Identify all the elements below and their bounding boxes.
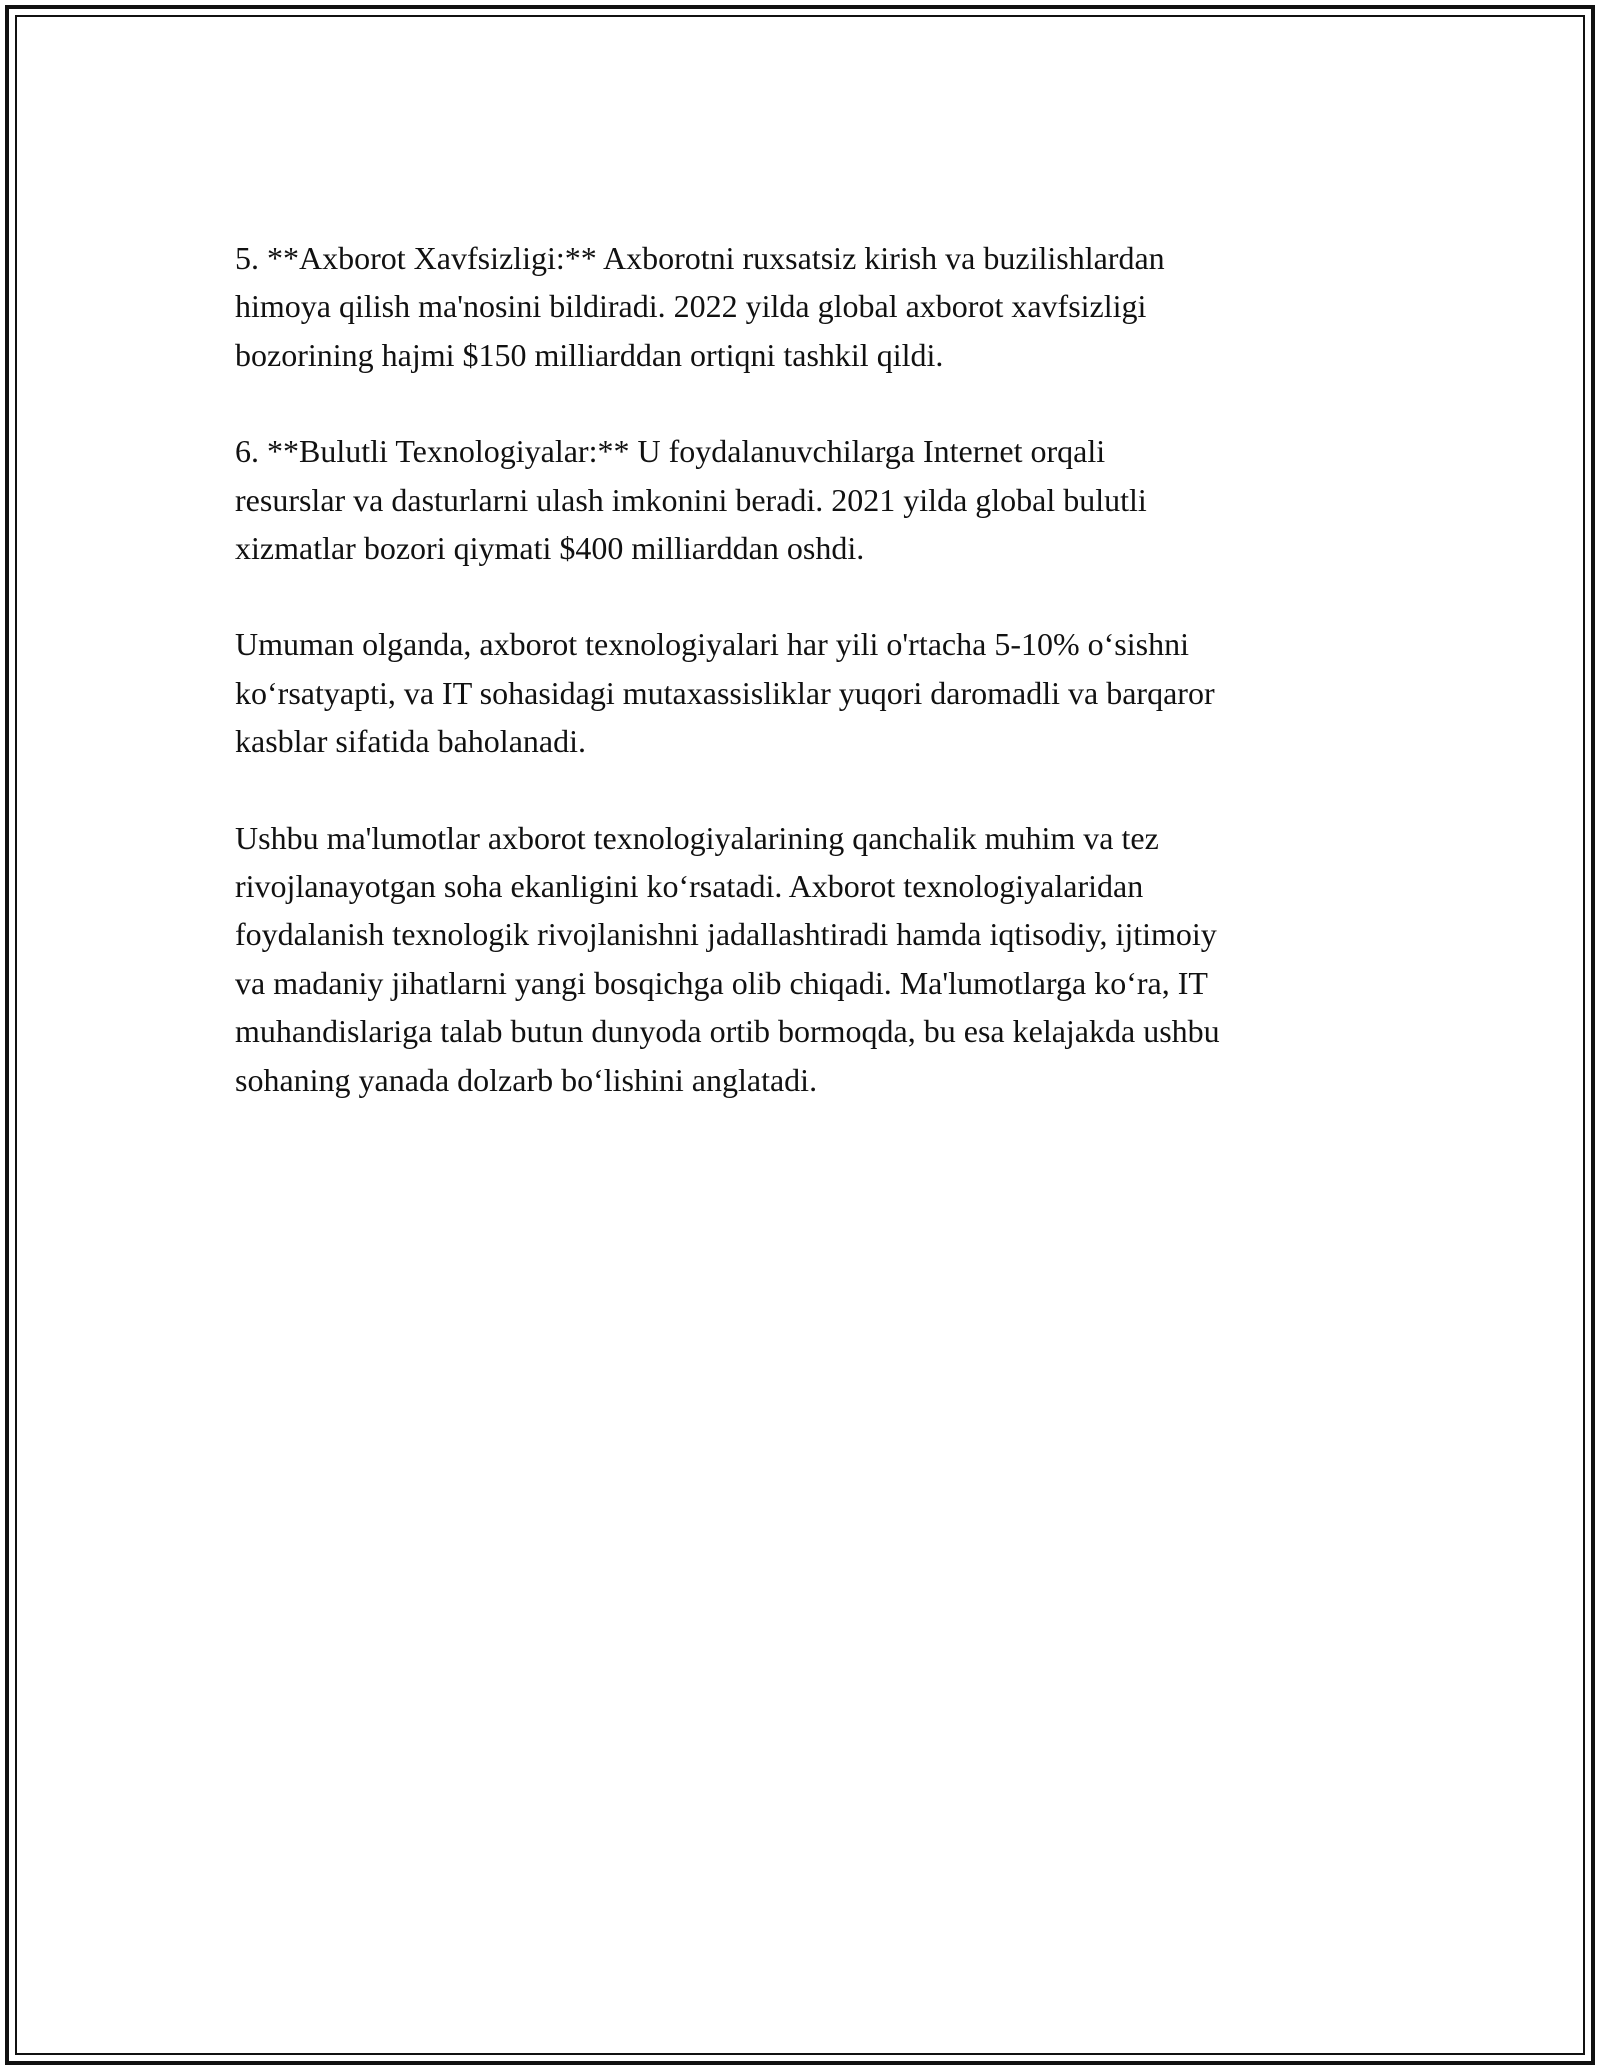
text-line: muhandislariga talab butun dunyoda ortib bormoqda, bu esa kelajakda ushbu bbox=[235, 1013, 1220, 1050]
text-line: bozorining hajmi $150 milliarddan ortiqni tashkil qildi. bbox=[235, 336, 944, 373]
text-line: kasblar sifatida baholanadi. bbox=[235, 723, 586, 760]
text-line: 5. **Axborot Xavfsizligi:** Axborotni ruxsatsiz kirish va buzilishlardan bbox=[235, 240, 1165, 276]
text-line: Ushbu ma'lumotlar axborot texnologiyalarining qanchalik muhim va tez bbox=[235, 819, 1159, 856]
text-line: sohaning yanada dolzarb bo‘lishini anglatadi. bbox=[235, 1061, 818, 1098]
paragraph-summary bbox=[235, 620, 1395, 765]
text-line: 6. **Bulutli Texnologiyalar:** U foydalanuvchilarga Internet orqali bbox=[235, 433, 1106, 470]
text-line: Umuman olganda, axborot texnologiyalari har yili o'rtacha 5-10% o‘sishni bbox=[235, 626, 1189, 663]
text-line: resurslar va dasturlarni ulash imkonini beradi. 2021 yilda global bulutli bbox=[235, 481, 1147, 518]
document-body bbox=[235, 234, 1395, 1152]
text-line: ko‘rsatyapti, va IT sohasidagi mutaxassisliklar yuqori daromadli va barqaror bbox=[235, 674, 1215, 711]
text-line: xizmatlar bozori qiymati $400 milliarddan oshdi. bbox=[235, 530, 865, 567]
text-line: rivojlanayotgan soha ekanligini ko‘rsatadi. Axborot texnologiyalaridan bbox=[235, 868, 1144, 905]
text-line: va madaniy jihatlarni yangi bosqichga olib chiqadi. Ma'lumotlarga ko‘ra, IT bbox=[235, 964, 1208, 1001]
paragraph-information-security bbox=[235, 234, 1395, 379]
paragraph-cloud-technologies bbox=[235, 427, 1395, 572]
text-line: himoya qilish ma'nosini bildiradi. 2022 yilda global axborot xavfsizligi bbox=[235, 288, 1147, 325]
paragraph-conclusion bbox=[235, 814, 1395, 1104]
text-line: foydalanish texnologik rivojlanishni jadallashtiradi hamda iqtisodiy, ijtimoiy bbox=[235, 916, 1217, 953]
